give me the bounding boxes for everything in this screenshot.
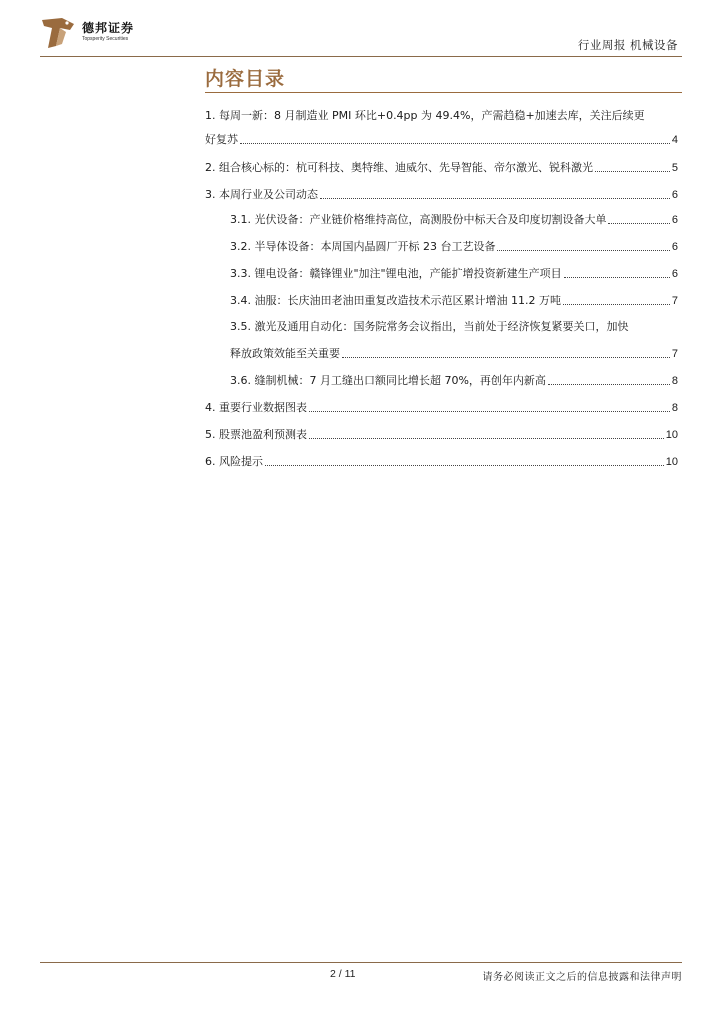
toc-page-number: 6 bbox=[671, 214, 678, 226]
toc-page-number: 7 bbox=[671, 295, 678, 307]
toc-entry-3-6[interactable] bbox=[230, 373, 678, 389]
footer-divider bbox=[40, 962, 682, 963]
company-logo bbox=[40, 16, 150, 50]
toc-entry-text: 释放政策效能至关重要 bbox=[230, 347, 340, 360]
toc-page-number: 5 bbox=[671, 162, 678, 174]
leader-dots bbox=[497, 250, 669, 251]
logo-cn-text: 德邦证券 bbox=[82, 21, 135, 35]
leader-dots bbox=[342, 357, 670, 358]
disclaimer-note: 请务必阅读正文之后的信息披露和法律声明 bbox=[482, 972, 682, 983]
logo-en-text: Topsperity Securities bbox=[82, 36, 129, 42]
toc-entry-5[interactable] bbox=[205, 427, 678, 443]
leader-dots bbox=[563, 304, 670, 305]
toc-page-number: 10 bbox=[665, 456, 678, 468]
toc-entry-text: 4. 重要行业数据图表 bbox=[205, 401, 307, 414]
leader-dots bbox=[320, 198, 670, 199]
toc-entry-3-3[interactable] bbox=[230, 266, 678, 282]
toc-entry-3-2[interactable] bbox=[230, 239, 678, 255]
toc-entry-1-line1[interactable]: 1. 每周一新：8 月制造业 PMI 环比+0.4pp 为 49.4%，产需趋稳+加速去库，关注后续更 bbox=[205, 109, 645, 122]
toc-entry-6[interactable] bbox=[205, 454, 678, 470]
toc-entry-text: 好复苏 bbox=[205, 133, 238, 146]
toc-entry-text: 2. 组合核心标的：杭可科技、奥特维、迪威尔、先导智能、帝尔激光、锐科激光 bbox=[205, 161, 593, 174]
toc-page-number: 8 bbox=[671, 402, 678, 414]
toc-entry-text: 3. 本周行业及公司动态 bbox=[205, 188, 318, 201]
toc-entry-3-5[interactable] bbox=[230, 346, 678, 362]
toc-page-number: 7 bbox=[671, 348, 678, 360]
toc-entry-text: 3.4. 油服：长庆油田老油田重复改造技术示范区累计增油 11.2 万吨 bbox=[230, 294, 561, 307]
toc-title: 内容目录 bbox=[205, 68, 286, 90]
toc-entry-3-4[interactable] bbox=[230, 293, 678, 309]
leader-dots bbox=[309, 438, 664, 439]
toc-page-number: 6 bbox=[671, 241, 678, 253]
toc-entry-text: 3.6. 缝制机械：7 月工缝出口额同比增长超 70%，再创年内新高 bbox=[230, 374, 546, 387]
leader-dots bbox=[564, 277, 670, 278]
toc-entry-text: 6. 风险提示 bbox=[205, 455, 263, 468]
toc-page-number: 6 bbox=[671, 268, 678, 280]
leader-dots bbox=[595, 171, 670, 172]
leader-dots bbox=[608, 223, 669, 224]
toc-page-number: 8 bbox=[671, 375, 678, 387]
leader-dots bbox=[309, 411, 670, 412]
leader-dots bbox=[265, 465, 664, 466]
logo-mark-icon bbox=[40, 16, 76, 50]
toc-entry-text: 3.1. 光伏设备：产业链价格维持高位，高测股份中标天合及印度切割设备大单 bbox=[230, 213, 607, 226]
toc-entry-1[interactable] bbox=[205, 132, 678, 148]
toc-entry-text: 5. 股票池盈利预测表 bbox=[205, 428, 307, 441]
toc-entry-3-5-line1[interactable]: 3.5. 激光及通用自动化：国务院常务会议指出，当前处于经济恢复紧要关口，加快 bbox=[230, 320, 629, 333]
header-divider bbox=[40, 56, 682, 57]
leader-dots bbox=[240, 143, 670, 144]
toc-entry-text: 3.2. 半导体设备：本周国内晶圆厂开标 23 台工艺设备 bbox=[230, 240, 496, 253]
toc-entry-3[interactable] bbox=[205, 187, 678, 203]
toc-entry-3-1[interactable] bbox=[230, 212, 678, 228]
toc-page-number: 6 bbox=[671, 189, 678, 201]
page-number: 2 / 11 bbox=[330, 968, 356, 980]
toc-page-number: 4 bbox=[671, 134, 678, 146]
leader-dots bbox=[548, 384, 670, 385]
toc-title-divider bbox=[205, 92, 682, 93]
toc-entry-text: 3.3. 锂电设备：赣锋锂业"加注"锂电池，产能扩增投资新建生产项目 bbox=[230, 267, 562, 280]
page-header bbox=[0, 0, 724, 60]
toc-entry-4[interactable] bbox=[205, 400, 678, 416]
toc-page-number: 10 bbox=[665, 429, 678, 441]
report-category: 行业周报 机械设备 bbox=[577, 38, 678, 52]
toc-entry-2[interactable] bbox=[205, 160, 678, 176]
